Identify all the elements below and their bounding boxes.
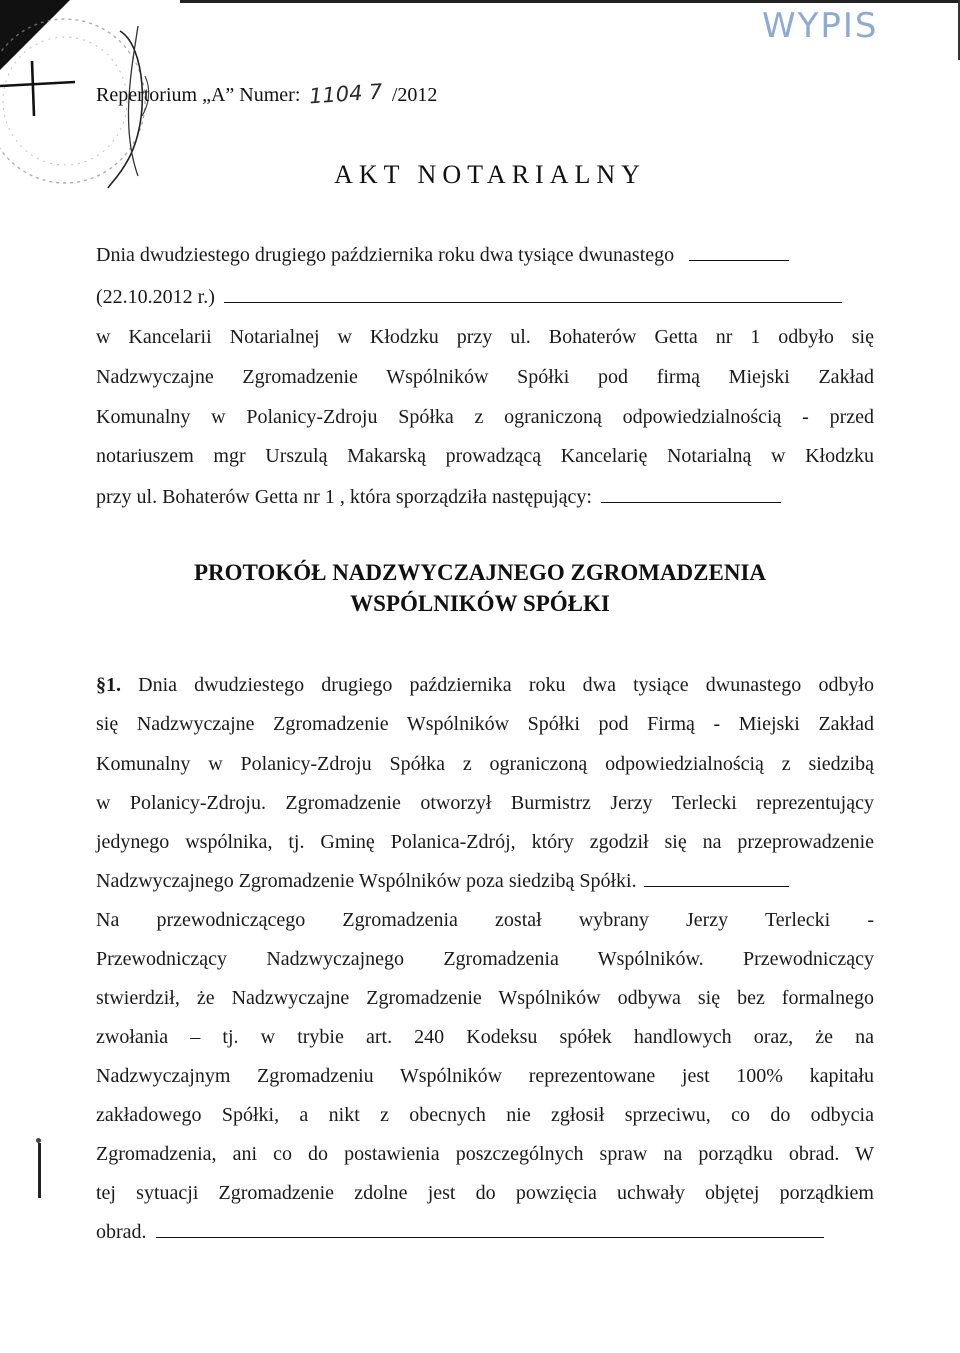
repertorium-label: Repertorium „A” Numer: [96,84,301,106]
section1-line-9: stwierdził, że Nadzwyczajne Zgromadzenie Wspólników odbywa się bez formalnego [96,987,874,1009]
intro-line-3: w Kancelarii Notarialnej w Kłodzku przy ul. Bohaterów Getta nr 1 odbyło się [96,326,874,348]
protocol-heading-line-2: WSPÓLNIKÓW SPÓŁKI [350,591,610,616]
section1-line-4: w Polanicy-Zdroju. Zgromadzenie otworzył Burmistrz Jerzy Terlecki reprezentujący [96,792,874,814]
section1-line-10: zwołania – tj. w trybie art. 240 Kodeksu spółek handlowych oraz, że na [96,1026,874,1048]
section1-text-15: obrad. [96,1221,147,1243]
section1-line-15 [96,1218,824,1246]
fill-rule [689,259,789,261]
repertorium-number: 1104 7 [308,79,384,109]
section1-text-6: Nadzwyczajnego Zgromadzenie Wspólników poza siedzibą Spółki. [96,870,637,892]
scan-edge-artifact [180,0,960,3]
fill-rule [601,501,781,503]
section1-line-1 [96,671,874,699]
intro-line-6: notariuszem mgr Urszulą Makarską prowadzącą Kancelarię Notarialną w Kłodzku [96,445,874,467]
intro-date-numeric: (22.10.2012 r.) [96,286,215,308]
section1-line-13: Zgromadzenia, ani co do postawienia poszczególnych spraw na porządku obrad. W [96,1143,874,1165]
wypis-stamp: WYPIS [762,6,879,46]
repertorium-line [96,79,438,109]
intro-line-1 [96,241,789,269]
section1-line-3: Komunalny w Polanicy-Zdroju Spółka z ograniczoną odpowiedzialnością z siedzibą [96,753,874,775]
section1-line-11: Nadzwyczajnym Zgromadzeniu Wspólników reprezentowane jest 100% kapitału [96,1065,874,1087]
fill-rule [644,885,789,887]
section1-line-8: Przewodniczący Nadzwyczajnego Zgromadzenia Wspólników. Przewodniczący [96,948,874,970]
section1-line-14: tej sytuacji Zgromadzenie zdolne jest do powzięcia uchwały objętej porządkiem [96,1182,874,1204]
intro-line-7 [96,483,781,511]
intro-text-1: Dnia dwudziestego drugiego października roku dwa tysiące dwunastego [96,244,675,266]
section-sign: §1. [96,674,121,696]
document-title: AKT NOTARIALNY [334,160,646,189]
section1-line-5: jedynego wspólnika, tj. Gminę Polanica-Zdrój, który zgodził się na przeprowadzenie [96,831,874,853]
fill-rule [156,1236,824,1238]
section1-text-1: Dnia dwudziestego drugiego października roku dwa tysiące dwunastego odbyło [138,674,875,696]
section1-line-12: zakładowego Spółki, a nikt z obecnych nie zgłosił sprzeciwu, co do odbycia [96,1104,874,1126]
intro-line-5: Komunalny w Polanicy-Zdroju Spółka z ograniczoną odpowiedzialnością - przed [96,406,874,428]
section1-line-2: się Nadzwyczajne Zgromadzenie Wspólników Spółki pod Firmą - Miejski Zakład [96,713,874,735]
protocol-heading-line-1: PROTOKÓŁ NADZWYCZAJNEGO ZGROMADZENIA [193,560,767,585]
section1-line-6 [96,867,789,895]
fill-rule [224,301,842,303]
repertorium-year: /2012 [391,84,438,106]
margin-mark [38,1143,41,1198]
intro-line-2 [96,283,842,311]
intro-text-7: przy ul. Bohaterów Getta nr 1 , która sporządziła następujący: [96,486,592,508]
section1-line-7: Na przewodniczącego Zgromadzenia został wybrany Jerzy Terlecki - [96,909,874,931]
intro-line-4: Nadzwyczajne Zgromadzenie Wspólników Spółki pod firmą Miejski Zakład [96,366,874,388]
